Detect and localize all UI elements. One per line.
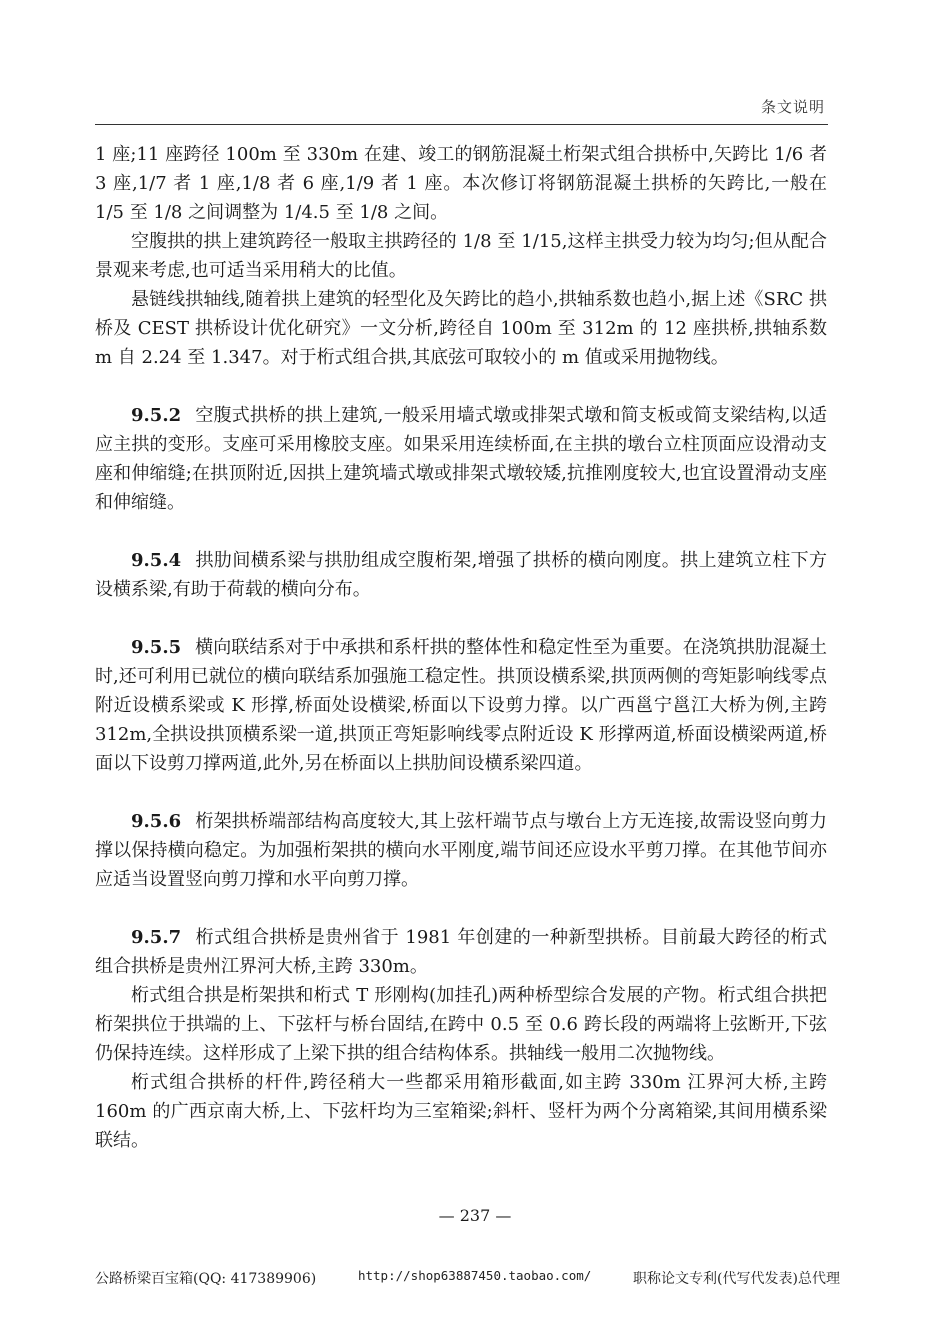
paragraph (95, 227, 827, 285)
clause-9-5-7 (95, 923, 827, 981)
footer-right-text: 职称论文专利(代写代发表)总代理 (633, 1271, 840, 1287)
paragraph (95, 285, 827, 372)
paragraph-text: 悬链线拱轴线,随着拱上建筑的轻型化及矢跨比的趋小,拱轴系数也趋小,据上述《SRC 拱桥及 CEST 拱桥设计优化研究》一文分析,跨径自 100m 至 312m 的 12 座拱桥,拱轴系数 m 自 2.24 至 1.347。对于桁式组合拱,其底弦可取较小的 m 值或采用抛物线。 (95, 289, 827, 368)
body-text (95, 140, 827, 1155)
clause-number: 9.5.6 (131, 811, 182, 832)
clause-number: 9.5.5 (131, 637, 182, 658)
clause-9-5-2 (95, 401, 827, 517)
clause-number: 9.5.7 (131, 927, 182, 948)
paragraph (95, 1068, 827, 1155)
paragraph-text: 桁式组合拱是桁架拱和桁式 T 形刚构(加挂孔)两种桥型综合发展的产物。桁式组合拱把桁架拱位于拱端的上、下弦杆与桥台固结,在跨中 0.5 至 0.6 跨长段的两端将上弦断开,下弦仍保持连续。这样形成了上梁下拱的组合结构体系。拱轴线一般用二次抛物线。 (95, 985, 827, 1064)
paragraph-text: 桁式组合拱桥是贵州省于 1981 年创建的一种新型拱桥。目前最大跨径的桁式组合拱桥是贵州江界河大桥,主跨 330m。 (95, 927, 827, 977)
clause-9-5-4 (95, 546, 827, 604)
header-rule (95, 124, 828, 125)
paragraph-text: 拱肋间横系梁与拱肋组成空腹桁架,增强了拱桥的横向刚度。拱上建筑立柱下方设横系梁,有助于荷载的横向分布。 (95, 550, 827, 600)
paragraph-continued (95, 140, 827, 227)
footer-left-text: 公路桥梁百宝箱(QQ: 417389906) (95, 1271, 317, 1287)
paragraph-text: 1 座;11 座跨径 100m 至 330m 在建、竣工的钢筋混凝土桁架式组合拱桥中,矢跨比 1/6 者 3 座,1/7 者 1 座,1/8 者 6 座,1/9 者 1 座。本次修订将钢筋混凝土拱桥的矢跨比,一般在 1/5 至 1/8 之间调整为 1/4.5 至 1/8 之间。 (95, 144, 827, 223)
footer (95, 1268, 840, 1288)
clause-number: 9.5.2 (131, 405, 182, 426)
paragraph-text: 桁架拱桥端部结构高度较大,其上弦杆端节点与墩台上方无连接,故需设竖向剪力撑以保持横向稳定。为加强桁架拱的横向水平刚度,端节间还应设水平剪刀撑。在其他节间亦应适当设置竖向剪刀撑和水平向剪刀撑。 (95, 811, 827, 890)
paragraph-text: 空腹拱的拱上建筑跨径一般取主拱跨径的 1/8 至 1/15,这样主拱受力较为均匀;但从配合景观来考虑,也可适当采用稍大的比值。 (95, 231, 827, 281)
footer-url: http://shop63887450.taobao.com/ (357, 1268, 592, 1283)
section-label: 条文说明 (760, 98, 825, 116)
paragraph (95, 981, 827, 1068)
paragraph-text: 横向联结系对于中承拱和系杆拱的整体性和稳定性至为重要。在浇筑拱肋混凝土时,还可利用已就位的横向联结系加强施工稳定性。拱顶设横系梁,拱顶两侧的弯矩影响线零点附近设横系梁或 K 形撑,桥面处设横梁,桥面以下设剪力撑。以广西邕宁邕江大桥为例,主跨 312m,全拱设拱顶横系梁一道,拱顶正弯矩影响线零点附近设 K 形撑两道,桥面设横梁两道,桥面以下设剪刀撑两道,此外,另在桥面以上拱肋间设横系梁四道。 (95, 637, 827, 774)
clause-9-5-6 (95, 807, 827, 894)
paragraph-text: 空腹式拱桥的拱上建筑,一般采用墙式墩或排架式墩和简支板或简支梁结构,以适应主拱的变形。支座可采用橡胶支座。如果采用连续桥面,在主拱的墩台立柱顶面应设滑动支座和伸缩缝;在拱顶附近,因拱上建筑墙式墩或排架式墩较矮,抗推刚度较大,也宜设置滑动支座和伸缩缝。 (95, 405, 827, 513)
clause-number: 9.5.4 (131, 550, 182, 571)
page-number: — 237 — (438, 1206, 512, 1225)
paragraph-text: 桁式组合拱桥的杆件,跨径稍大一些都采用箱形截面,如主跨 330m 江界河大桥,主跨 160m 的广西京南大桥,上、下弦杆均为三室箱梁;斜杆、竖杆为两个分离箱梁,其间用横系梁联结。 (95, 1072, 827, 1151)
clause-9-5-5 (95, 633, 827, 778)
